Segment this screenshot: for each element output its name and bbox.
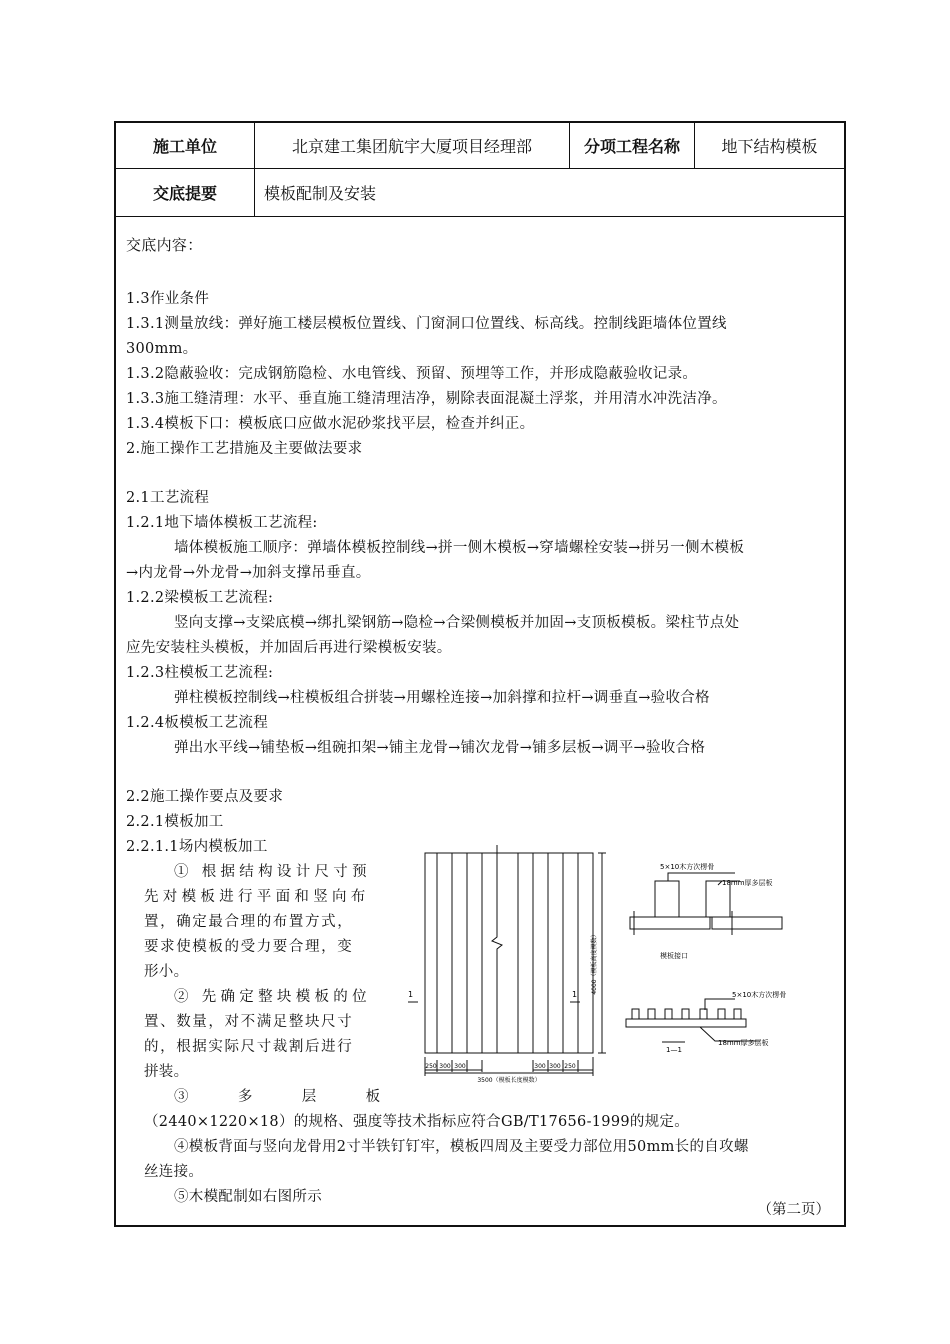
text-line: →内龙骨→外龙骨→加斜支撑吊垂直。 <box>126 565 371 581</box>
subproject-label: 分项工程名称 <box>583 137 680 156</box>
text-line: ⑤木模配制如右图所示 <box>174 1189 322 1205</box>
text-line: 1.3.3施工缝清理：水平、垂直施工缝清理洁净，剔除表面混凝土浮浆，并用清水冲洗洁净。 <box>126 391 727 407</box>
text-line: 要求使模板的受力要合理，变 <box>144 939 354 955</box>
text-line: （2440×1220×18）的规格、强度等技术指标应符合GB/T17656-1999的规定。 <box>144 1114 690 1130</box>
summary-label: 交底提要 <box>152 184 217 203</box>
section-label: 1—1 <box>666 1046 682 1054</box>
text-line: ④模板背面与竖向龙骨用2寸半铁钉钉牢，模板四周及主要受力部位用50mm长的自攻螺 <box>174 1139 749 1155</box>
height-dimension: 4000（模板高度模数） <box>591 931 598 995</box>
joint-label: 模板接口 <box>660 952 688 960</box>
text-line: 1.2.1地下墙体模板工艺流程: <box>126 515 318 531</box>
text-line: ③ 多 层 板 <box>174 1089 381 1105</box>
text-line: 置、数量，对不满足整块尺寸 <box>144 1014 354 1030</box>
dim-right-3: 250 <box>564 1063 576 1070</box>
text-line: 弹出水平线→铺垫板→组碗扣架→铺主龙骨→铺次龙骨→铺多层板→调平→验收合格 <box>174 740 706 756</box>
text-line: 弹柱模板控制线→柱模板组合拼装→用螺栓连接→加斜撑和拉杆→调垂直→验收合格 <box>174 690 710 706</box>
text-line: 置，确定最合理的布置方式， <box>144 914 354 930</box>
text-line: 2.2.1模板加工 <box>126 814 224 830</box>
text-line: 1.3.1测量放线：弹好施工楼层模板位置线、门窗洞口位置线、标高线。控制线距墙体位置线 <box>126 316 727 332</box>
text-line: 2.1工艺流程 <box>126 490 210 506</box>
width-dimension: 3500（模板长度模数） <box>477 1077 541 1084</box>
text-line: 1.2.2梁模板工艺流程: <box>126 590 274 606</box>
dim-right-2: 300 <box>549 1063 561 1070</box>
board-label-bottom: 18mm厚多层板 <box>718 1039 769 1047</box>
text-line: 墙体模板施工顺序：弹墙体模板控制线→拼一侧木模板→穿墙螺栓安装→拼另一侧木模板 <box>174 540 745 556</box>
board-label-top: 18mm厚多层板 <box>722 879 773 887</box>
text-line: 应先安装柱头模板，并加固后再进行梁模板安装。 <box>126 640 452 656</box>
page-number: （第二页） <box>757 1202 830 1218</box>
text-line: 1.2.3柱模板工艺流程: <box>126 665 274 681</box>
section-mark-left: 1 <box>408 990 414 999</box>
text-line: 1.3.2隐蔽验收：完成钢筋隐检、水电管线、预留、预埋等工作，并形成隐蔽验收记录。 <box>126 366 698 382</box>
text-line: 300mm。 <box>126 341 198 357</box>
panel-outline <box>425 853 593 1053</box>
dim-left-1: 250 <box>425 1063 437 1070</box>
text-line: 1.3.4模板下口：模板底口应做水泥砂浆找平层，检查并纠正。 <box>126 416 535 432</box>
unit-value: 北京建工集团航宇大厦项目经理部 <box>291 137 532 156</box>
subproject-value: 地下结构模板 <box>721 137 818 156</box>
divider <box>254 169 255 216</box>
dim-left-3: 300 <box>454 1063 466 1070</box>
content-label: 交底内容： <box>126 236 203 254</box>
text-line: 丝连接。 <box>144 1164 204 1180</box>
text-line: 2.2施工操作要点及要求 <box>126 789 284 805</box>
text-line: ② 先确定整块模板的位 <box>174 989 371 1005</box>
text-line: 形小。 <box>144 964 189 980</box>
text-line: 的，根据实际尺寸裁割后进行 <box>144 1039 354 1055</box>
text-line: 2.施工操作工艺措施及主要做法要求 <box>126 441 363 457</box>
section-mark-right: 1 <box>572 990 578 999</box>
dim-right-1: 300 <box>534 1063 546 1070</box>
text-line: 拼装。 <box>144 1064 189 1080</box>
text-line: 竖向支撑→支梁底模→绑扎梁钢筋→隐检→合梁侧模板并加固→支顶板模板。梁柱节点处 <box>174 615 740 631</box>
unit-label: 施工单位 <box>152 137 217 156</box>
dim-left-2: 300 <box>439 1063 451 1070</box>
text-line: ① 根据结构设计尺寸预 <box>174 864 371 880</box>
joist-label-bottom: 5×10木方次楞骨 <box>732 991 787 999</box>
formwork-drawing <box>400 845 820 1085</box>
text-line: 先对模板进行平面和竖向布 <box>144 889 370 905</box>
header-row-unit <box>116 123 844 169</box>
break-line <box>492 845 502 1053</box>
text-line: 1.2.4板模板工艺流程 <box>126 715 268 731</box>
text-line: 1.3作业条件 <box>126 291 210 307</box>
header-row-summary <box>116 169 844 217</box>
text-line: 2.2.1.1场内模板加工 <box>126 839 268 855</box>
summary-value: 模板配制及安装 <box>264 184 377 203</box>
joist-label-top: 5×10木方次楞骨 <box>660 863 715 871</box>
